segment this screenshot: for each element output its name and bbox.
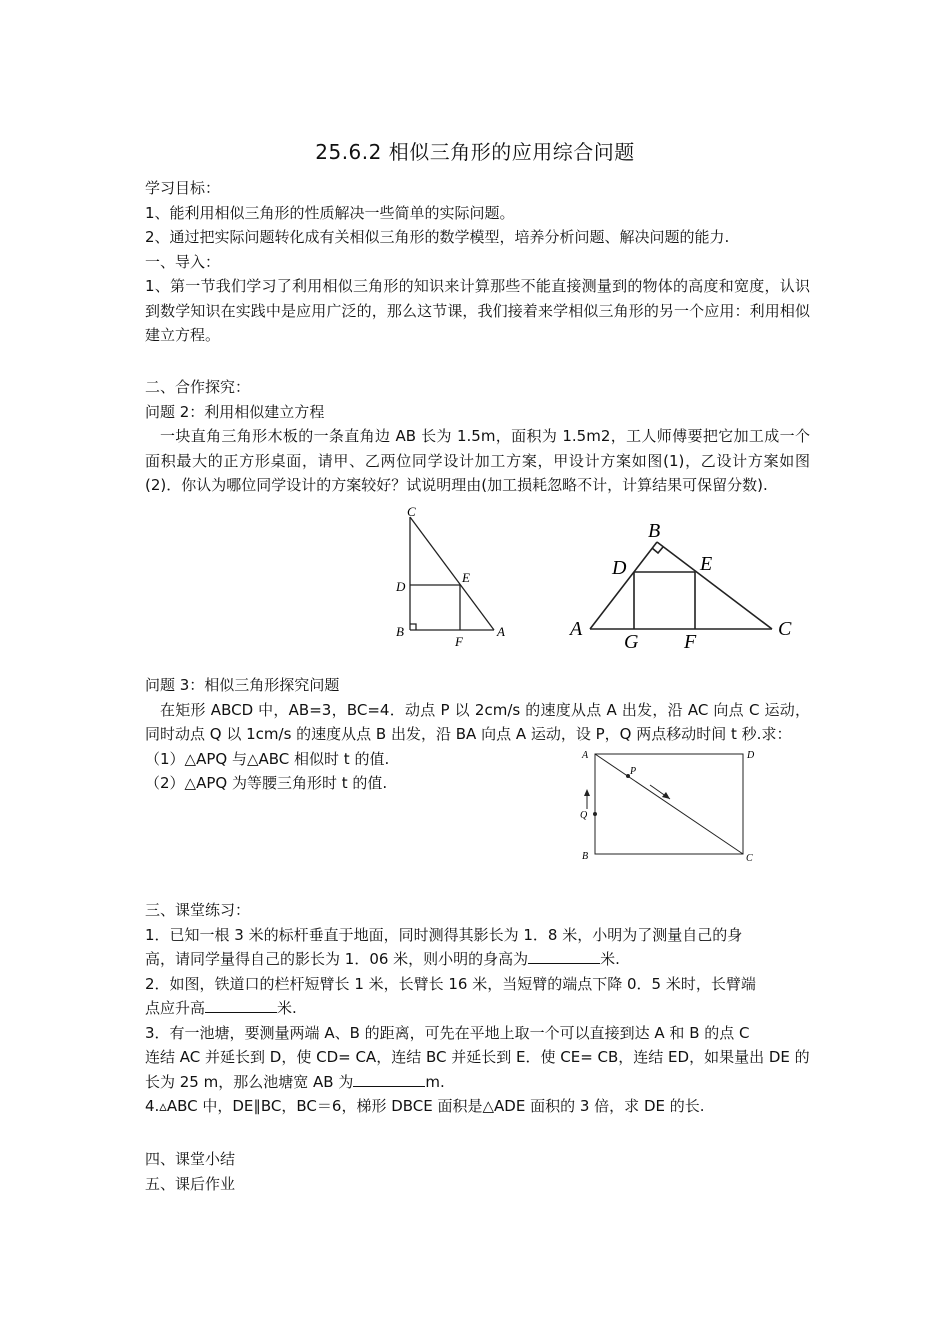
fig1-label-c: C xyxy=(407,505,416,519)
fig2-label-b: B xyxy=(648,520,661,542)
fig2-label-d: D xyxy=(612,557,627,579)
explore-section xyxy=(145,375,810,498)
objective-item: 1、能利用相似三角形的性质解决一些简单的实际问题。 xyxy=(145,203,515,222)
answer-blank-1[interactable] xyxy=(528,948,600,964)
problem3-question-2: （2）△APQ 为等腰三角形时 t 的值. xyxy=(145,774,388,792)
page-title: 25.6.2 相似三角形的应用综合问题 xyxy=(315,140,635,164)
fig3-label-c: C xyxy=(746,853,753,864)
practice-heading: 三、课堂练习： xyxy=(145,901,251,919)
intro-text: 1、第一节我们学习了利用相似三角形的知识来计算那些不能直接测量到的物体的高度和宽度，认识到数学知识在实践中是应用广泛的，那么这节课，我们接着来学相似三角形的另一个应用：利用相似建立方程。 xyxy=(145,277,810,344)
homework-heading: 五、课后作业 xyxy=(145,1174,236,1193)
fig2-label-f: F xyxy=(684,631,697,653)
problem3-question-1: （1）△APQ 与△ABC 相似时 t 的值. xyxy=(145,749,390,768)
fig3-label-a: A xyxy=(582,750,589,761)
problem3-text: 在矩形 ABCD 中，AB=3，BC=4．动点 P 以 2cm/s 的速度从点 A 出发，沿 AC 向点 C 运动，同时动点 Q 以 1cm/s 的速度从点 B 出发，沿 BA 向点 A 运动，设 P，Q 两点移动时间 t 秒.求： xyxy=(145,700,810,743)
fig3-label-b: B xyxy=(582,851,589,862)
practice-item-3-end: 长为 25 m，那么池塘宽 AB 为 m. xyxy=(145,1072,445,1091)
practice-item-1: 1．已知一根 3 米的标杆垂直于地面，同时测得其影长为 1．8 米，小明为了测量自己的身 xyxy=(145,925,743,944)
fig3-label-d: D xyxy=(747,750,755,761)
fig1-label-d: D xyxy=(396,579,406,594)
figure-2-diagram xyxy=(560,515,800,655)
summary-heading: 四、课堂小结 xyxy=(145,1150,236,1168)
fig3-label-p: P xyxy=(630,766,637,777)
p-direction-arrowhead xyxy=(662,792,670,799)
practice-item-3: 3．有一池塘，要测量两端 A、B 的距离，可先在平地上取一个可以直接到达 A 和 B 的点 C xyxy=(145,1023,750,1042)
figure-3-diagram xyxy=(578,745,768,867)
objectives-section xyxy=(145,176,810,348)
practice-item-2: 2．如图，铁道口的栏杆短臂长 1 米，长臂长 16 米，当短臂的端点下降 0．5 米时，长臂端 xyxy=(145,974,756,993)
closing-section xyxy=(145,1147,810,1196)
answer-blank-2[interactable] xyxy=(205,997,277,1013)
practice-item-3-cont: 连结 AC 并延长到 D，使 CD= CA，连结 BC 并延长到 E．使 CE= CB，连结 ED，如果量出 DE 的 xyxy=(145,1048,810,1066)
objective-item: 2、通过把实际问题转化成有关相似三角形的数学模型，培养分析问题、解决问题的能力. xyxy=(145,228,730,246)
explore-heading: 二、合作探究： xyxy=(145,378,251,396)
objectives-heading: 学习目标： xyxy=(145,179,221,197)
q-direction-arrowhead xyxy=(584,789,590,796)
practice-item-4: 4.▵ABC 中，DE∥BC，BC＝6，梯形 DBCE 面积是△ADE 面积的 3 倍，求 DE 的长. xyxy=(145,1097,705,1115)
fig2-label-a: A xyxy=(570,618,583,640)
fig3-label-q: Q xyxy=(580,810,588,821)
fig1-label-e: E xyxy=(462,570,470,585)
practice-section xyxy=(145,898,810,1119)
practice-item-2-cont: 点应升高 米. xyxy=(145,999,297,1017)
answer-blank-3[interactable] xyxy=(353,1071,425,1087)
practice-item-1-cont: 高，请同学量得自己的影长为 1．06 米，则小明的身高为 米. xyxy=(145,950,620,968)
fig1-label-b: B xyxy=(396,624,404,639)
fig2-label-e: E xyxy=(700,553,713,575)
intro-heading: 一、导入： xyxy=(145,252,221,271)
problem3-heading: 问题 3：相似三角形探究问题 xyxy=(145,676,340,694)
fig2-label-c: C xyxy=(778,618,792,640)
fig1-label-a: A xyxy=(497,624,505,639)
figure-1-diagram xyxy=(390,505,520,650)
fig2-label-g: G xyxy=(624,631,639,653)
problem2-text: 一块直角三角形木板的一条直角边 AB 长为 1.5m，面积为 1.5m2，工人师傅要把它加工成一个面积最大的正方形桌面，请甲、乙两位同学设计加工方案，甲设计方案如图(1)，乙设计方案如图(2)．你认为哪位同学设计的方案较好？试说明理由(加工损耗忽略不计，计算结果可保留分数). xyxy=(145,427,810,494)
fig1-label-f: F xyxy=(455,634,463,649)
problem2-heading: 问题 2：利用相似建立方程 xyxy=(145,402,325,421)
